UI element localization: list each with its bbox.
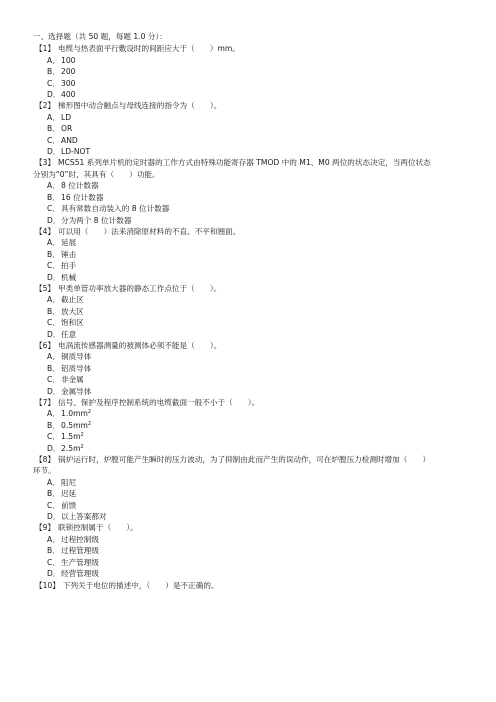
question-number: 【3】 — [35, 158, 56, 168]
option — [33, 351, 471, 362]
option-text: 过程管理级 — [61, 546, 99, 556]
option-text: LD — [61, 112, 72, 122]
question-number: 【5】 — [35, 283, 56, 293]
question-text: 锅炉运行时，炉膛可能产生瞬时的压力波动，为了抑制由此而产生的误动作，可在炉膛压力检测时增加（ ） — [58, 455, 431, 465]
option-text: 铝质导体 — [61, 363, 92, 373]
option-text: 放大区 — [61, 306, 84, 316]
option-letter: B． — [47, 67, 60, 77]
option — [33, 112, 471, 123]
option-text: 阻尼 — [61, 477, 77, 487]
option — [33, 363, 471, 374]
option-letter: B． — [47, 306, 60, 316]
option — [33, 557, 471, 568]
option — [33, 237, 471, 248]
question-4 — [33, 226, 471, 283]
option — [33, 408, 471, 419]
option-text: 1.5m — [61, 432, 81, 442]
option-text: 200 — [61, 67, 76, 77]
option-text: OR — [61, 124, 73, 134]
option — [33, 534, 471, 545]
question-text: 下列关于电位的描述中，（ ）是不正确的。 — [62, 580, 219, 590]
question-list — [33, 31, 471, 591]
question-10 — [33, 580, 471, 591]
question-stem — [33, 580, 471, 591]
question-text-continued: 分别为“0”时，其具有（ ）功能。 — [33, 169, 160, 179]
option — [33, 374, 471, 385]
option-text: 迟延 — [61, 489, 77, 499]
option-letter: A． — [47, 181, 60, 191]
superscript: 2 — [87, 409, 92, 416]
option-letter: D． — [47, 569, 61, 579]
option-letter: D． — [47, 386, 61, 396]
option-text: 具有常数自动装入的 8 位计数器 — [61, 204, 170, 214]
option-letter: D． — [47, 329, 61, 339]
option-letter: D． — [47, 512, 61, 522]
option-letter: D． — [47, 90, 61, 100]
option — [33, 203, 471, 214]
question-5 — [33, 283, 471, 340]
option-text: 任意 — [61, 329, 77, 339]
option-letter: B． — [47, 489, 60, 499]
option-letter: A． — [47, 55, 60, 65]
option-letter: A． — [47, 409, 60, 419]
question-text: 信号、保护及程序控制系统的电缆截面一般不小于（ ）。 — [58, 398, 260, 407]
option-text: 锤击 — [61, 249, 77, 259]
option-text: 16 位计数器 — [61, 192, 104, 202]
question-text: 甲类单管功率放大器的静态工作点位于（ ）。 — [58, 283, 222, 293]
option-letter: A． — [47, 477, 60, 487]
option-text: 300 — [61, 78, 76, 88]
question-6 — [33, 340, 471, 397]
option-text: 前馈 — [61, 500, 77, 510]
section-title: 一、选择题（共 50 题，每题 1.0 分）： — [33, 32, 167, 41]
option-text: 拍手 — [61, 261, 77, 271]
option-letter: C． — [47, 78, 60, 88]
option — [33, 78, 471, 89]
question-2 — [33, 100, 471, 157]
question-stem — [33, 340, 471, 351]
question-text: 电涡流传感器测量的被测体必须不能是（ ）。 — [58, 340, 222, 350]
superscript: 2 — [80, 443, 84, 450]
option — [33, 317, 471, 328]
option-letter: B． — [47, 249, 60, 259]
option — [33, 123, 471, 134]
option — [33, 500, 471, 511]
option — [33, 488, 471, 499]
option-letter: C． — [47, 204, 60, 214]
question-stem — [33, 397, 471, 408]
option-text: 金属导体 — [61, 386, 92, 396]
option — [33, 192, 471, 203]
question-3 — [33, 157, 471, 225]
question-number: 【4】 — [35, 226, 56, 236]
superscript: 2 — [87, 420, 92, 427]
option-letter: C． — [47, 432, 60, 442]
question-number: 【2】 — [35, 101, 56, 111]
option — [33, 89, 471, 100]
option-text: 2.5m — [61, 443, 81, 453]
question-text-continued: 环节。 — [33, 466, 56, 476]
option-letter: A． — [47, 534, 60, 544]
option-text: 100 — [61, 55, 76, 65]
option-text: 延展 — [61, 238, 77, 248]
option-letter: B． — [47, 420, 60, 430]
option-text: AND — [61, 135, 78, 145]
option-text: 经营管理级 — [61, 569, 99, 579]
option-letter: C． — [47, 135, 60, 145]
option — [33, 386, 471, 397]
question-text: 梯形图中动合触点与母线连接的指令为（ ）。 — [58, 101, 222, 111]
option-letter: B． — [47, 546, 60, 556]
option — [33, 215, 471, 226]
option-letter: D． — [47, 272, 61, 282]
option-text: 1.0mm — [61, 409, 88, 419]
question-text: 电缆与热表面平行敷设时的间距应大于（ ）mm。 — [58, 44, 240, 54]
option — [33, 272, 471, 283]
option — [33, 511, 471, 522]
question-stem — [33, 283, 471, 294]
option-letter: C． — [47, 375, 60, 385]
superscript: 2 — [80, 432, 84, 439]
option — [33, 431, 471, 442]
option-text: 以上答案都对 — [61, 512, 107, 522]
option-text: 400 — [61, 90, 76, 100]
question-text: 可以用（ ）法来消除原材料的不直、不平和翘面。 — [58, 226, 241, 236]
question-7 — [33, 397, 471, 454]
question-stem — [33, 157, 471, 168]
option — [33, 66, 471, 77]
question-8 — [33, 454, 471, 522]
option-letter: B． — [47, 192, 60, 202]
question-number: 【7】 — [35, 398, 56, 407]
question-number: 【6】 — [35, 340, 56, 350]
option-letter: A． — [47, 112, 60, 122]
option-text: 铜质导体 — [61, 352, 92, 362]
option-text: LD-NOT — [61, 147, 91, 157]
question-stem — [33, 100, 471, 111]
question-stem — [33, 454, 471, 465]
question-stem — [33, 522, 471, 533]
question-number: 【8】 — [35, 455, 56, 465]
option — [33, 249, 471, 260]
question-text: 联锁控制属于（ ）。 — [58, 523, 138, 533]
option — [33, 568, 471, 579]
option — [33, 420, 471, 431]
option — [33, 545, 471, 556]
option — [33, 146, 471, 157]
question-stem — [33, 43, 471, 54]
option — [33, 443, 471, 454]
option — [33, 306, 471, 317]
option-letter: D． — [47, 215, 61, 225]
option-text: 机械 — [61, 272, 77, 282]
option-text: 截止区 — [61, 295, 84, 305]
option — [33, 260, 471, 271]
option-text: 0.5mm — [61, 420, 88, 430]
option-text: 非金属 — [61, 375, 84, 385]
option-letter: A． — [47, 295, 60, 305]
option-letter: B． — [47, 124, 60, 134]
option-text: 过程控制级 — [61, 534, 99, 544]
question-text: MCS51 系列单片机的定时器的工作方式由特殊功能寄存器 TMOD 中的 M1、M0 两位的状态决定，当两位状态 — [58, 158, 431, 168]
option-letter: A． — [47, 238, 60, 248]
option-letter: C． — [47, 500, 60, 510]
option-letter: C． — [47, 261, 60, 271]
question-9 — [33, 522, 471, 579]
option — [33, 55, 471, 66]
question-1 — [33, 43, 471, 100]
option — [33, 135, 471, 146]
option-text: 饱和区 — [61, 318, 84, 328]
option-letter: C． — [47, 557, 60, 567]
option-letter: C． — [47, 318, 60, 328]
option-letter: B． — [47, 363, 60, 373]
option-letter: A． — [47, 352, 60, 362]
option-letter: D． — [47, 147, 61, 157]
option — [33, 180, 471, 191]
option-text: 分为两个 8 位计数器 — [61, 215, 132, 225]
option — [33, 329, 471, 340]
question-stem — [33, 226, 471, 237]
option-text: 8 位计数器 — [61, 181, 99, 191]
option-letter: D． — [47, 443, 61, 453]
option — [33, 477, 471, 488]
question-number: 【10】 — [35, 580, 60, 590]
option — [33, 294, 471, 305]
option-text: 生产管理级 — [61, 557, 99, 567]
question-number: 【9】 — [35, 523, 56, 533]
question-number: 【1】 — [35, 44, 56, 54]
